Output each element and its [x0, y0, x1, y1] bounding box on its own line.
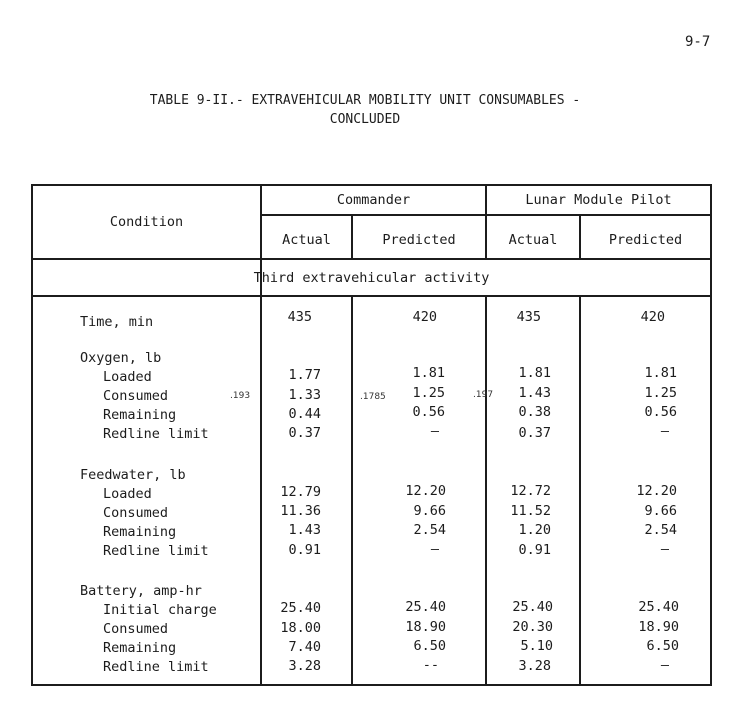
time-lmp-predicted: 420 — [640, 309, 665, 325]
battery-redline-cdr-predicted: -- — [422, 657, 439, 673]
time-cdr-actual: 435 — [287, 309, 312, 325]
battery-initial-lmp-predicted: 25.40 — [638, 599, 679, 615]
row-label-battery-remaining: Remaining — [103, 640, 177, 656]
row-label-time: Time, min — [80, 314, 154, 330]
oxygen-redline-cdr-predicted: — — [430, 423, 439, 439]
header-lmp-predicted: Predicted — [608, 232, 683, 248]
section-title: Third extravehicular activity — [253, 270, 490, 286]
rule-section-bottom — [31, 295, 712, 297]
handwritten-note-cdr-predicted: .1785 — [360, 392, 386, 402]
handwritten-note-cdr-actual: .193 — [230, 391, 251, 401]
table-title: TABLE 9-II.- EXTRAVEHICULAR MOBILITY UNIT CONSUMABLES - — [149, 93, 581, 108]
oxygen-consumed-lmp-predicted: 1.25 — [644, 385, 677, 401]
feedwater-remaining-cdr-predicted: 2.54 — [413, 522, 446, 538]
header-cdr-predicted: Predicted — [382, 232, 456, 248]
oxygen-loaded-lmp-actual: 1.81 — [518, 365, 551, 381]
feedwater-consumed-lmp-actual: 11.52 — [510, 503, 551, 519]
oxygen-loaded-cdr-actual: 1.77 — [288, 367, 321, 383]
battery-remaining-lmp-actual: 5.10 — [520, 638, 553, 654]
battery-redline-lmp-predicted: — — [660, 657, 669, 673]
feedwater-consumed-cdr-predicted: 9.66 — [413, 503, 446, 519]
oxygen-consumed-cdr-predicted: 1.25 — [412, 385, 445, 401]
oxygen-redline-lmp-actual: 0.37 — [518, 425, 551, 441]
feedwater-redline-cdr-actual: 0.91 — [288, 542, 321, 558]
row-label-battery-initial: Initial charge — [103, 602, 217, 618]
feedwater-loaded-cdr-actual: 12.79 — [280, 484, 321, 500]
row-label-battery-consumed: Consumed — [103, 621, 169, 637]
page-number: 9-7 — [685, 34, 711, 50]
row-label-oxygen-consumed: Consumed — [103, 388, 169, 404]
oxygen-remaining-lmp-actual: 0.38 — [518, 404, 551, 420]
table-title-continued: CONCLUDED — [329, 112, 401, 127]
header-lmp: Lunar Module Pilot — [525, 192, 672, 208]
battery-remaining-cdr-actual: 7.40 — [288, 639, 321, 655]
header-commander: Commander — [336, 192, 411, 208]
oxygen-remaining-lmp-predicted: 0.56 — [644, 404, 677, 420]
battery-consumed-lmp-actual: 20.30 — [512, 619, 553, 635]
header-lmp-actual: Actual — [508, 232, 558, 248]
oxygen-remaining-cdr-actual: 0.44 — [288, 406, 321, 422]
row-label-battery-redline: Redline limit — [103, 659, 209, 675]
header-cdr-actual: Actual — [282, 232, 331, 248]
row-label-oxygen-remaining: Remaining — [103, 407, 177, 423]
feedwater-redline-lmp-actual: 0.91 — [518, 542, 551, 558]
oxygen-loaded-lmp-predicted: 1.81 — [644, 365, 677, 381]
oxygen-remaining-cdr-predicted: 0.56 — [412, 404, 445, 420]
time-cdr-predicted: 420 — [412, 309, 437, 325]
feedwater-remaining-lmp-predicted: 2.54 — [644, 522, 677, 538]
battery-remaining-lmp-predicted: 6.50 — [646, 638, 679, 654]
battery-initial-lmp-actual: 25.40 — [512, 599, 553, 615]
battery-remaining-cdr-predicted: 6.50 — [413, 638, 446, 654]
row-label-oxygen: Oxygen, lb — [80, 350, 162, 366]
oxygen-consumed-cdr-actual: 1.33 — [288, 387, 321, 403]
battery-consumed-cdr-actual: 18.00 — [280, 620, 321, 636]
feedwater-consumed-lmp-predicted: 9.66 — [644, 503, 677, 519]
oxygen-redline-cdr-actual: 0.37 — [288, 425, 321, 441]
oxygen-loaded-cdr-predicted: 1.81 — [412, 365, 445, 381]
battery-consumed-lmp-predicted: 18.90 — [638, 619, 679, 635]
feedwater-loaded-lmp-actual: 12.72 — [510, 483, 551, 499]
row-label-oxygen-redline: Redline limit — [103, 426, 209, 442]
time-lmp-actual: 435 — [516, 309, 541, 325]
oxygen-consumed-lmp-actual: 1.43 — [518, 385, 551, 401]
feedwater-consumed-cdr-actual: 11.36 — [280, 503, 321, 519]
handwritten-note-lmp-actual: .197 — [473, 390, 494, 400]
feedwater-remaining-cdr-actual: 1.43 — [288, 522, 321, 538]
feedwater-redline-cdr-predicted: — — [430, 541, 439, 557]
battery-consumed-cdr-predicted: 18.90 — [405, 619, 446, 635]
row-label-feedwater-remaining: Remaining — [103, 524, 177, 540]
feedwater-loaded-lmp-predicted: 12.20 — [636, 483, 677, 499]
row-label-oxygen-loaded: Loaded — [103, 369, 152, 385]
feedwater-loaded-cdr-predicted: 12.20 — [405, 483, 446, 499]
header-condition: Condition — [109, 214, 184, 230]
battery-initial-cdr-actual: 25.40 — [280, 600, 321, 616]
feedwater-redline-lmp-predicted: — — [660, 541, 669, 557]
battery-redline-lmp-actual: 3.28 — [518, 658, 551, 674]
rule-header-bottom — [31, 258, 712, 260]
feedwater-remaining-lmp-actual: 1.20 — [518, 522, 551, 538]
row-label-feedwater-loaded: Loaded — [103, 486, 152, 502]
row-label-feedwater-redline: Redline limit — [103, 543, 209, 559]
row-label-feedwater-consumed: Consumed — [103, 505, 169, 521]
oxygen-redline-lmp-predicted: — — [660, 423, 669, 439]
row-label-battery: Battery, amp-hr — [80, 583, 202, 599]
battery-initial-cdr-predicted: 25.40 — [405, 599, 446, 615]
battery-redline-cdr-actual: 3.28 — [288, 658, 321, 674]
row-label-feedwater: Feedwater, lb — [80, 467, 186, 483]
